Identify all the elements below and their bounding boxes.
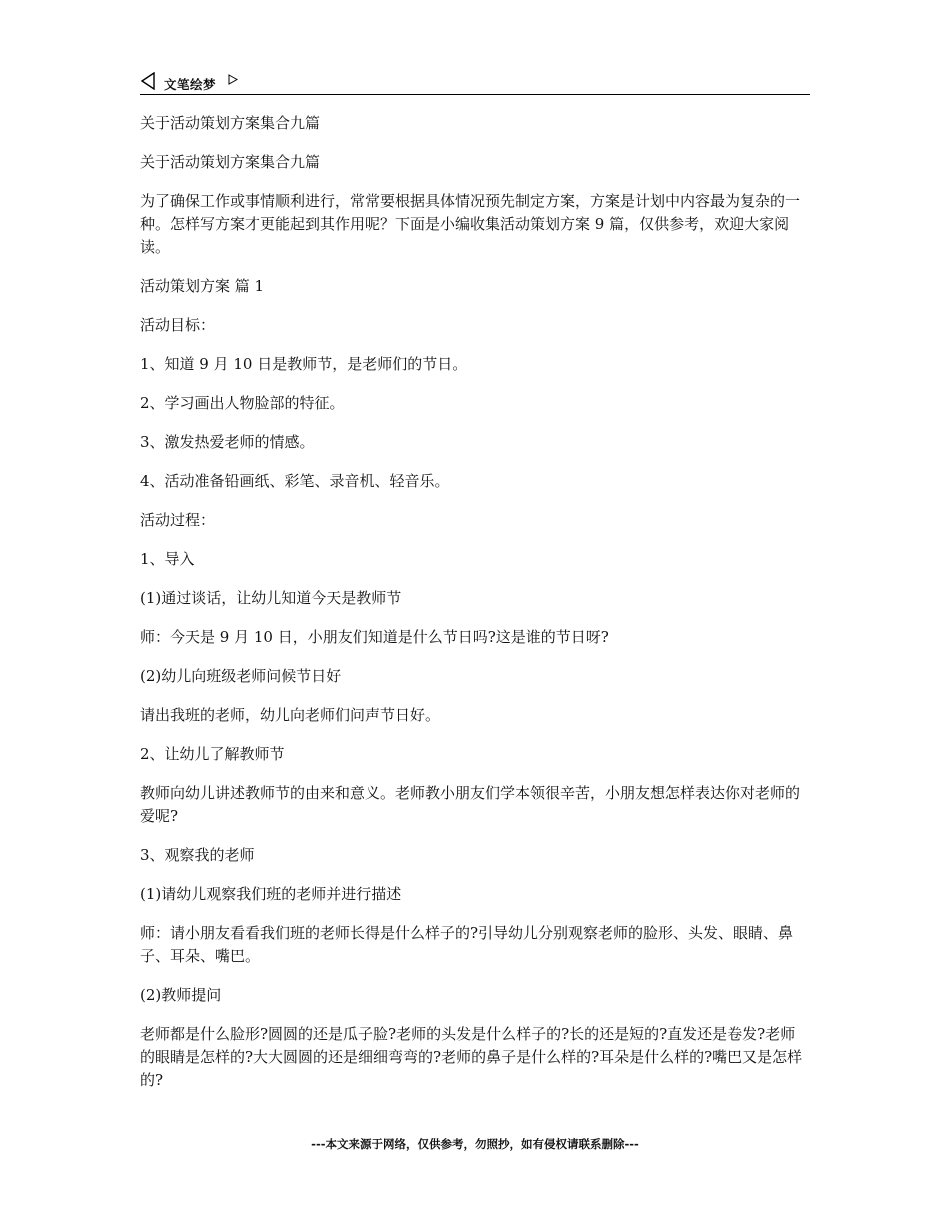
triangle-left-icon <box>140 72 156 90</box>
paragraph: 4、活动准备铅画纸、彩笔、录音机、轻音乐。 <box>140 472 450 490</box>
doc-subtitle: 关于活动策划方案集合九篇 <box>140 153 321 171</box>
paragraph: 1、导入 <box>140 550 195 568</box>
paragraph: 3、观察我的老师 <box>140 846 255 864</box>
doc-title: 关于活动策划方案集合九篇 <box>140 114 321 132</box>
paragraph: 3、激发热爱老师的情感。 <box>140 433 315 451</box>
document-body <box>140 112 810 1108</box>
paragraph: (2)幼儿向班级老师问候节日好 <box>140 667 342 685</box>
paragraph: 师：今天是 9 月 10 日，小朋友们知道是什么节日吗?这是谁的节日呀? <box>140 628 609 646</box>
paragraph: (1)通过谈话，让幼儿知道今天是教师节 <box>140 589 402 607</box>
page-header <box>140 72 810 95</box>
paragraph: 2、学习画出人物脸部的特征。 <box>140 394 345 412</box>
paragraph: (1)请幼儿观察我们班的老师并进行描述 <box>140 885 402 903</box>
paragraph: 请出我班的老师，幼儿向老师们问声节日好。 <box>140 706 441 724</box>
paragraph: 师：请小朋友看看我们班的老师长得是什么样子的?引导幼儿分别观察老师的脸形、头发、眼睛、鼻子、耳朵、嘴巴。 <box>140 924 794 965</box>
paragraph: 教师向幼儿讲述教师节的由来和意义。老师教小朋友们学本领很辛苦，小朋友想怎样表达你对老师的爱呢? <box>140 784 801 825</box>
paragraph: 1、知道 9 月 10 日是教师节，是老师们的节日。 <box>140 355 468 373</box>
paragraph: 2、让幼儿了解教师节 <box>140 745 285 763</box>
intro-paragraph: 为了确保工作或事情顺利进行，常常要根据具体情况预先制定方案，方案是计划中内容最为复杂的一种。怎样写方案才更能起到其作用呢？下面是小编收集活动策划方案 9 篇，仅供参考，欢迎大家阅读。 <box>140 192 801 256</box>
page-footer: ---本文来源于网络，仅供参考，勿照抄，如有侵权请联系删除--- <box>311 1137 639 1151</box>
paragraph: 老师都是什么脸形?圆圆的还是瓜子脸?老师的头发是什么样子的?长的还是短的?直发还是卷发?老师的眼睛是怎样的?大大圆圆的还是细细弯弯的?老师的鼻子是什么样的?耳朵是什么样的?嘴巴又是怎样的? <box>140 1025 803 1089</box>
paragraph: (2)教师提问 <box>140 986 222 1004</box>
triangle-right-icon <box>228 74 238 85</box>
paragraph: 活动过程： <box>140 511 216 529</box>
section-heading: 活动策划方案 篇 1 <box>140 277 265 295</box>
brand-name: 文笔绘梦 <box>164 77 217 92</box>
paragraph: 活动目标： <box>140 316 216 334</box>
